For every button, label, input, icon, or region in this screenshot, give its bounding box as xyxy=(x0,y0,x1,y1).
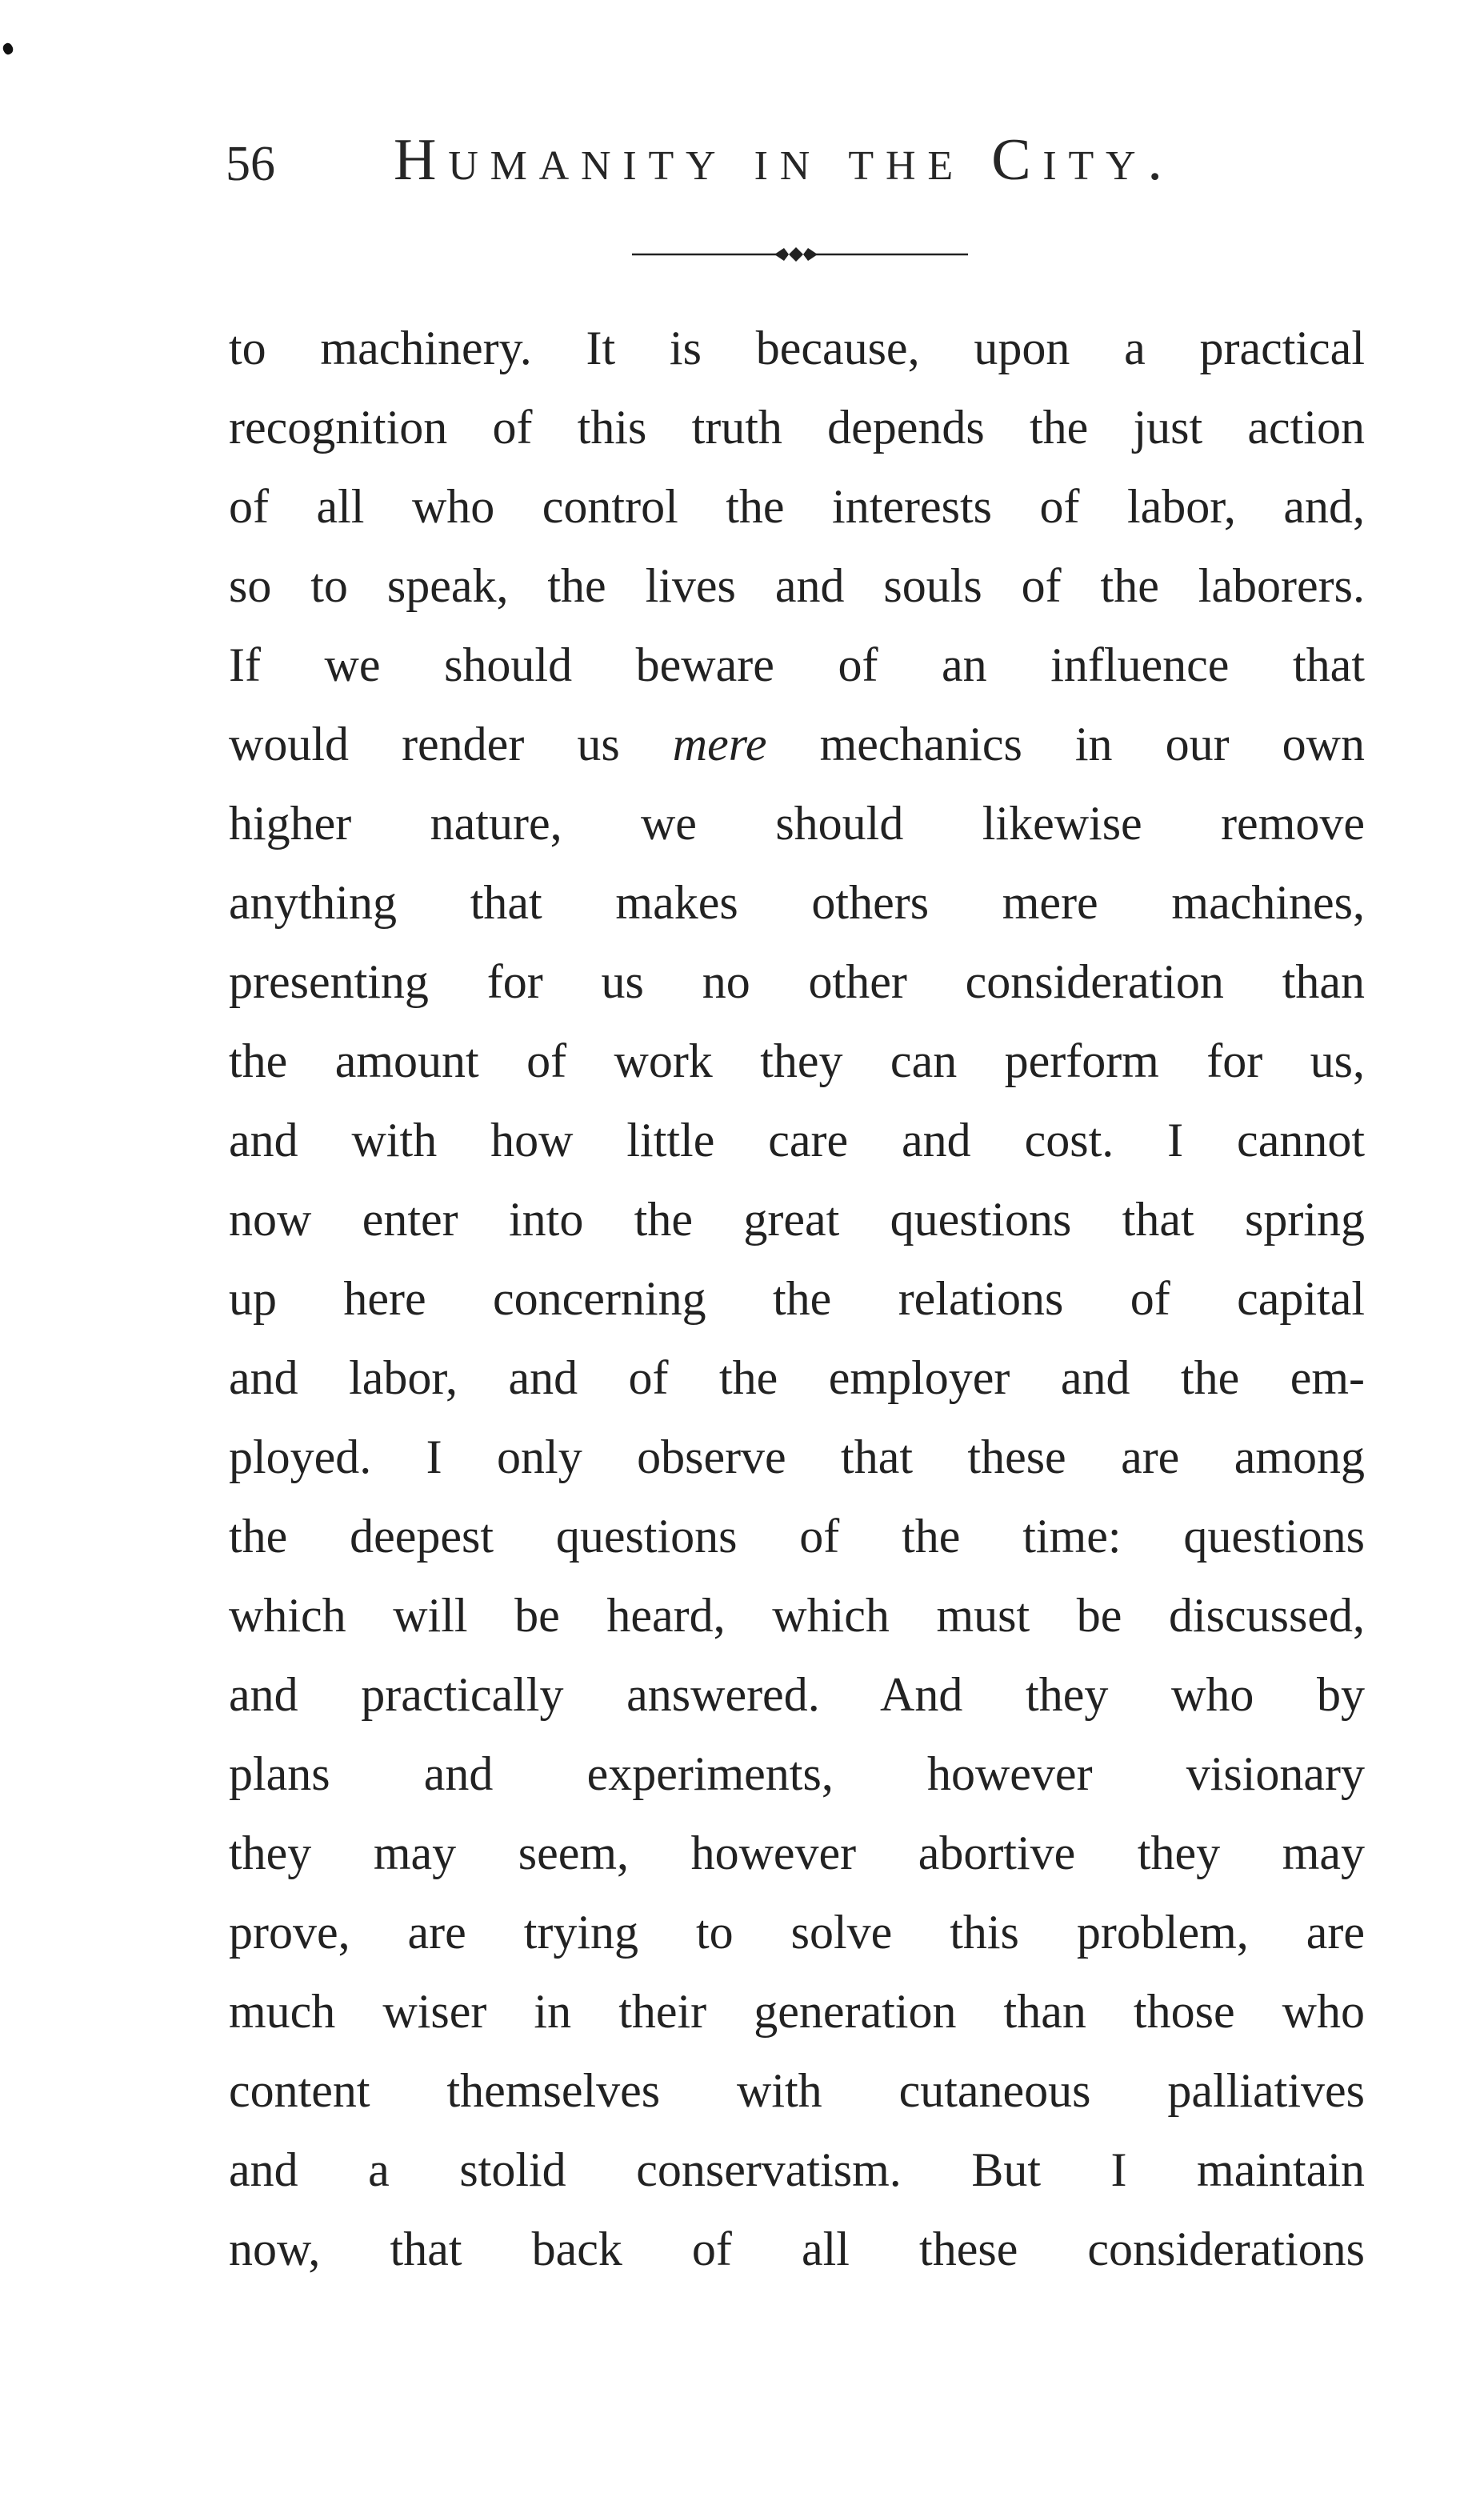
ornament-divider xyxy=(632,245,968,264)
text-line-17: which will be heard, which must be discussed, xyxy=(229,1589,1365,1642)
text-line-8: anything that makes others mere machines, xyxy=(229,876,1365,929)
text-line-6 xyxy=(229,705,1365,784)
ink-speck xyxy=(1,42,14,56)
text-line-2: recognition of this truth depends the just action xyxy=(229,401,1365,454)
text-line-1: to machinery. It is because, upon a practical xyxy=(229,322,1365,374)
text-line-15: ployed. I only observe that these are among xyxy=(229,1431,1365,1483)
emphasis-mere: mere xyxy=(672,718,767,770)
text-line-13: up here concerning the relations of capital xyxy=(229,1272,1365,1325)
text-line-5: If we should beware of an influence that xyxy=(229,638,1365,691)
text-line-4: so to speak, the lives and souls of the laborers. xyxy=(229,559,1365,612)
text-line-21: prove, are trying to solve this problem, are xyxy=(229,1906,1365,1959)
text-line-19: plans and experiments, however visionary xyxy=(229,1747,1365,1800)
text-line-3: of all who control the interests of labor, and, xyxy=(229,480,1365,533)
text-line-20: they may seem, however abortive they may xyxy=(229,1827,1365,1879)
text-line-9: presenting for us no other consideration than xyxy=(229,955,1365,1008)
text-line-22: much wiser in their generation than those who xyxy=(229,1985,1365,2038)
text-line-14: and labor, and of the employer and the em- xyxy=(229,1351,1365,1404)
body-text xyxy=(229,309,1365,2289)
text-line-10: the amount of work they can perform for us, xyxy=(229,1034,1365,1087)
line6-after: mechanics in our own xyxy=(766,718,1365,770)
running-header xyxy=(226,126,1258,206)
text-line-16: the deepest questions of the time: questions xyxy=(229,1510,1365,1563)
page-number: 56 xyxy=(226,137,275,191)
text-line-12: now enter into the great questions that spring xyxy=(229,1193,1365,1246)
ornament-dingbat xyxy=(774,247,818,262)
text-line-24: and a stolid conservatism. But I maintain xyxy=(229,2143,1365,2196)
text-line-7: higher nature, we should likewise remove xyxy=(229,797,1365,850)
text-line-18: and practically answered. And they who by xyxy=(229,1668,1365,1721)
text-line-23: content themselves with cutaneous palliatives xyxy=(229,2064,1365,2117)
text-line-11: and with how little care and cost. I cannot xyxy=(229,1114,1365,1166)
running-title: Humanity in the City. xyxy=(394,127,1174,193)
text-line-25: now, that back of all these considerations xyxy=(229,2223,1365,2275)
line6-before: would render us xyxy=(229,718,673,770)
